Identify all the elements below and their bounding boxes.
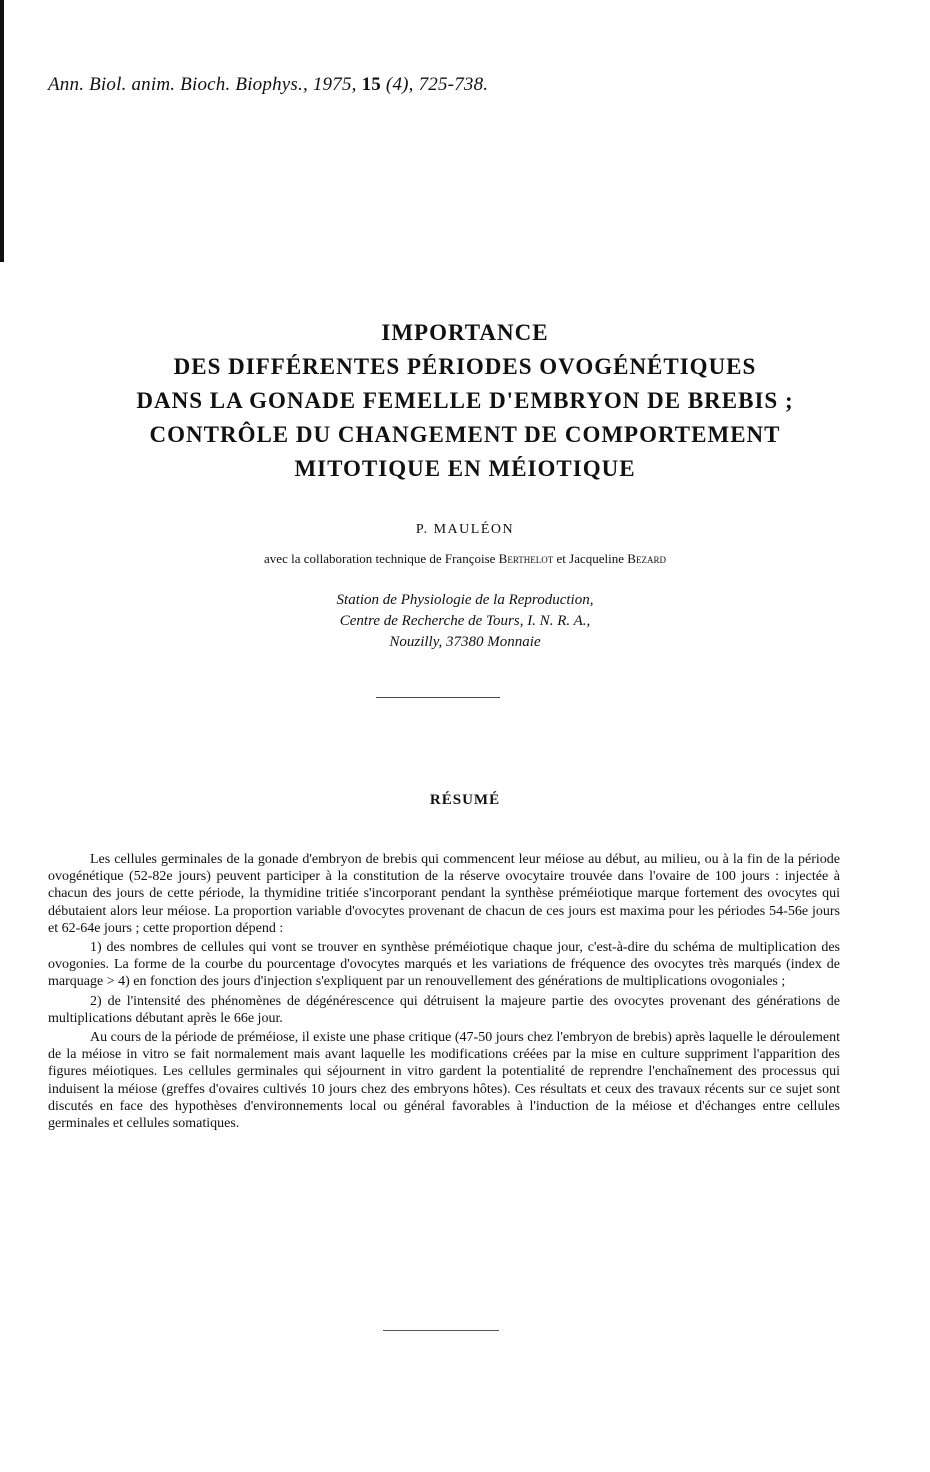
citation-year: 1975, [312, 74, 357, 95]
affiliation [0, 590, 930, 653]
collab-name-1: Berthelot [498, 551, 554, 566]
affiliation-line: Centre de Recherche de Tours, I. N. R. A., [339, 613, 591, 629]
title-line: IMPORTANCE [381, 320, 549, 345]
title-line: DES DIFFÉRENTES PÉRIODES OVOGÉNÉTIQUES [173, 354, 757, 379]
citation-journal: Ann. Biol. anim. Bioch. Biophys., [48, 74, 308, 95]
abstract-paragraph: 1) des nombres de cellules qui vont se trouver en synthèse préméiotique chaque jour, c'est-à-dire du schéma de multiplication des ovogonies. La forme de la courbe du pourcentage d'ovocytes marqués et les variations de fréquence des ovocytes très marqués (index de marquage > 4) en fonction des jours d'injection s'expliquent par un renouvellement des générations de multiplications ovogoniales ; [48, 940, 840, 990]
abstract-heading: RÉSUMÉ [429, 792, 501, 808]
collaboration-line [0, 551, 930, 567]
title-line: MITOTIQUE EN MÉIOTIQUE [294, 456, 636, 481]
separator-rule [376, 697, 500, 698]
journal-citation [48, 74, 488, 96]
abstract-paragraph: Au cours de la période de préméiose, il existe une phase critique (47-50 jours chez l'embryon de brebis) après laquelle le déroulement de la méiose in vitro se fait normalement mais avant laquelle les modifications créées par la mise en culture suppriment l'apparition des figures méiotiques. Les cellules germinales qui séjournent in vitro gardent la potentialité de reprendre l'enchaînement des processus qui induisent la méiose (greffes d'ovaires cultivés 10 jours chez des embryons hôtes). Ces résultats et ceux des travaux récents sur ce sujet sont discutés en face des hypothèses d'environnements local ou général favorables à l'induction de la méiose et d'échanges entre cellules germinales et cellules somatiques. [48, 1030, 840, 1132]
collab-middle: et Jacqueline [556, 551, 625, 566]
collab-name-2: Bezard [627, 551, 666, 566]
collab-prefix: avec la collaboration technique de Françoise [264, 551, 496, 566]
abstract-paragraph: Les cellules germinales de la gonade d'embryon de brebis qui commencent leur méiose au début, au milieu, ou à la fin de la période ovogénétique (52-82e jours) peuvent participer à la constitution de la réserve ovocytaire trouvée dans l'ovaire de 100 jours : injectée à chacun des jours de cette période, la thymidine tritiée s'incorporant pendant la synthèse préméiotique marque fortement des ovocytes qui débutaient alors leur méiose. La proportion variable d'ovocytes provenant de chacun de ces jours est maxima pour les périodes 54-56e jours et 62-64e jours ; cette proportion dépend : [48, 852, 840, 936]
title-line: CONTRÔLE DU CHANGEMENT DE COMPORTEMENT [149, 422, 781, 447]
abstract-paragraph: 2) de l'intensité des phénomènes de dégénérescence qui détruisent la majeure partie des ovocytes provenant des générations de multiplications débutant après le 66e jour. [48, 993, 840, 1026]
citation-issue-pages: (4), 725-738. [385, 74, 489, 95]
separator-rule [383, 1330, 499, 1331]
abstract-body [48, 851, 840, 1134]
article-title [20, 316, 910, 486]
affiliation-line: Station de Physiologie de la Reproduction, [336, 592, 594, 608]
title-line: DANS LA GONADE FEMELLE D'EMBRYON DE BREBIS ; [136, 388, 794, 413]
author-name: P. MAULÉON [415, 522, 515, 537]
citation-volume: 15 [361, 74, 381, 95]
affiliation-line: Nouzilly, 37380 Monnaie [389, 634, 541, 650]
scan-margin-bar [0, 0, 4, 262]
